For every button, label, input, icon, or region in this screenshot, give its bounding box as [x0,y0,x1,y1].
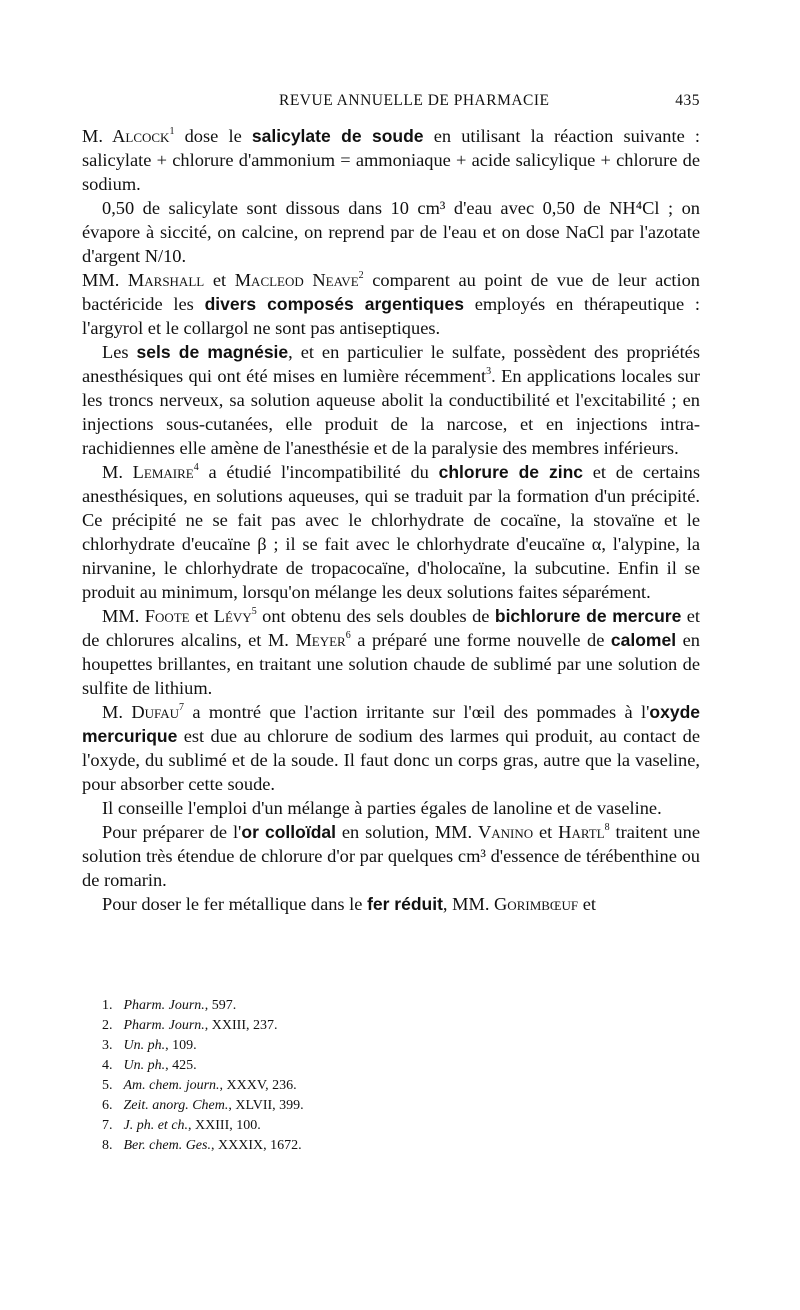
footnote-detail: , 425. [165,1058,197,1073]
footnote-ref: 5 [251,605,257,617]
footnote-detail: , XXIII, 100. [188,1118,261,1133]
author-name: Foote [144,606,190,626]
text-run: a montré que l'action irritante sur l'œil des pommades à l' [184,702,650,722]
text-run: comparent au point de vue de leur action bactéricide les [82,270,701,314]
text-run: MM. [102,606,145,626]
footnote-ref: 4 [193,461,199,473]
bold-term: fer réduit [367,894,443,914]
footnote-source: Pharm. Journ. [123,1018,205,1033]
footnote-number: 8. [102,1138,113,1153]
text-run: 0,50 de salicylate sont dissous dans 10 cm³ d'eau avec 0,50 de NH⁴Cl ; on évapore à siccité, on calcine, on reprend par de l'eau et on dose NaCl par l'azotate d'argent N/10. [82,198,700,266]
bold-term: oxyde mercurique [82,702,700,746]
bold-term: calomel [610,630,677,650]
text-run: et [578,894,596,914]
footnote-ref: 7 [179,701,185,713]
paragraph-lemaire [82,460,700,604]
footnote-number: 6. [102,1098,113,1113]
footnote-ref: 6 [345,629,351,641]
paragraph-dufau [82,700,700,796]
text-run: , et en particulier le sulfate, possèdent des propriétés anesthésiques qui ont été mises en lumière récemment [82,342,700,386]
author-name: Marshall [127,270,205,290]
text-run: a préparé une forme nouvelle de [350,630,611,650]
bold-term: sels de magnésie [136,342,289,362]
footnote [102,1056,662,1076]
paragraph-alcock [82,124,700,196]
footnote-number: 3. [102,1038,113,1053]
footnote-detail: , 109. [165,1038,197,1053]
author-name: Macleod Neave [234,270,359,290]
bold-term: salicylate de soude [251,126,424,146]
footnote-number: 5. [102,1078,113,1093]
author-name: Vanino [477,822,534,842]
footnote-ref: 3 [486,365,492,377]
footnote-source: Zeit. anorg. Chem. [123,1098,229,1113]
page-number: 435 [675,92,700,109]
footnote [102,1096,662,1116]
paragraph-magnesie [82,340,700,460]
text-run: et de certains anesthésiques, en solutions aqueuses, qui se traduit par la formation d'un précipité. Ce précipité ne se fait pas avec le chlorhydrate de cocaïne, la stovaïne et le chlorhydrate d'eucaïne β ; il se fait avec le chlorhydrate d'eucaïne α, l'alypine, la nirvanine, le chlorhydrate de tropacocaïne, d'holocaïne, la subcutine. Enfin il se produit au minimum, lorsqu'on mélange les deux solutions faites séparément. [82,462,700,602]
footnote [102,1136,662,1156]
paragraph-fer-reduit [82,892,700,916]
footnote-number: 1. [102,998,113,1013]
text-run: est due au chlorure de sodium des larmes qui produit, au contact de l'oxyde, du sublimé et de la soude. Il faut donc un corps gras, autre que la vaseline, pour absorber cette soude. [82,726,700,794]
text-run: Il conseille l'emploi d'un mélange à parties égales de lanoline et de vaseline. [102,798,662,818]
text-run: , MM. [442,894,495,914]
author-name: Dufau [131,702,180,722]
footnote [102,1076,662,1096]
footnote-detail: , XXXV, 236. [219,1078,297,1093]
footnote-source: J. ph. et ch. [123,1118,189,1133]
footnote-source: Un. ph. [123,1038,166,1053]
text-run: et de chlorures alcalins, et M. [82,606,701,650]
text-run: . En applications locales sur les troncs nerveux, sa solution aqueuse abolit la conductibilité et l'excitabilité ; en injections sous-cutanées, elle produit de la narcose, et en injections intra-rachidiennes elle amène de l'anesthésie et de la paralysie des membres inférieurs. [82,366,700,458]
author-name: Gorimbœuf [494,894,579,914]
footnote-ref: 2 [358,269,364,281]
author-name: Hartl [558,822,605,842]
text-run: a étudié l'incompatibilité du [198,462,439,482]
running-header [82,92,700,114]
text-run: Pour doser le fer métallique dans le [102,894,368,914]
text-run: employés en thérapeutique : l'argyrol et le collargol ne sont pas antiseptiques. [82,294,700,338]
paragraph-lanoline [82,796,700,820]
bold-term: bichlorure de mercure [494,606,682,626]
text-run: en solution, MM. [336,822,478,842]
footnote-ref: 8 [604,821,610,833]
author-name: Lévy [213,606,252,626]
author-name: Meyer [295,630,346,650]
footnote [102,1016,662,1036]
author-name: M. Alcock [82,126,170,146]
footnote-number: 7. [102,1118,113,1133]
footnote-ref: 1 [169,125,175,137]
text-run: et [189,606,214,626]
text-run: MM. [82,270,128,290]
footnote-source: Un. ph. [123,1058,166,1073]
footnote-number: 2. [102,1018,113,1033]
bold-term: or colloïdal [241,822,336,842]
text-run: ont obtenu des sels doubles de [256,606,495,626]
text-run: en houpettes brillantes, en traitant une solution chaude de sublimé par une solution de sulfite de lithium. [82,630,700,698]
paragraph-marshall [82,268,700,340]
footnote-detail: , 597. [204,998,237,1013]
text-run: en utilisant la réaction suivante : salicylate + chlorure d'ammonium = ammoniaque + acide salicylique + chlorure de sodium. [82,126,700,194]
body-text [82,124,700,916]
footnote [102,1116,662,1136]
text-run: et [533,822,559,842]
footnote-detail: , XXIII, 237. [204,1018,278,1033]
text-run: traitent une solution très étendue de chlorure d'or par quelques cm³ d'essence de térébenthine ou de romarin. [82,822,700,890]
text-run: Pour préparer de l' [102,822,242,842]
footnote-source: Ber. chem. Ges. [123,1138,211,1153]
running-title: REVUE ANNUELLE DE PHARMACIE [279,92,550,109]
footnote-number: 4. [102,1058,113,1073]
paragraph-or-colloidal [82,820,700,892]
footnote-detail: , XXXIX, 1672. [210,1138,302,1153]
author-name: Lemaire [132,462,194,482]
footnote [102,1036,662,1056]
footnote-detail: , XLVII, 399. [228,1098,304,1113]
paragraph-salicylate-procedure [82,196,700,268]
bold-term: chlorure de zinc [438,462,584,482]
text-run: Les [102,342,137,362]
footnote [102,996,662,1016]
footnote-source: Pharm. Journ. [123,998,205,1013]
footnote-source: Am. chem. journ. [123,1078,220,1093]
footnotes [102,996,662,1156]
bold-term: divers composés argentiques [204,294,464,314]
text-run: dose le [174,126,252,146]
paragraph-foote-levy [82,604,700,700]
text-run: M. [102,702,132,722]
text-run: M. [102,462,133,482]
text-run: et [204,270,235,290]
